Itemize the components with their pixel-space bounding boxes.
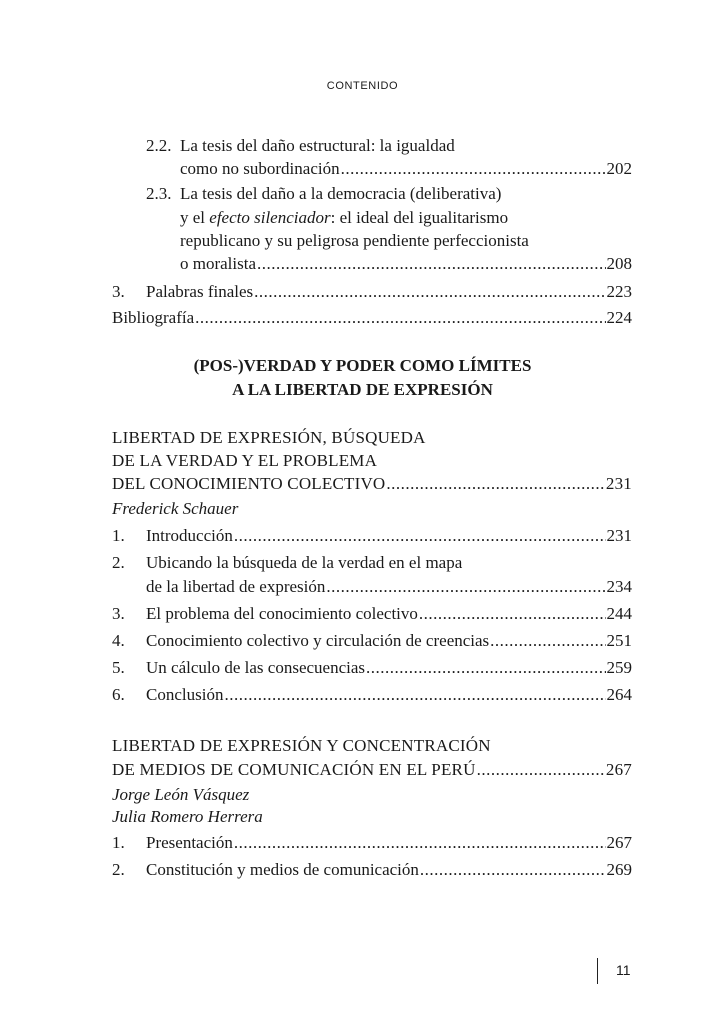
page-number: 11 [616, 962, 631, 978]
toc-entry[interactable] [112, 831, 632, 855]
dot-leader [234, 831, 606, 855]
toc-entry[interactable] [112, 602, 632, 626]
footer-divider [597, 958, 598, 984]
dot-leader [195, 306, 605, 330]
toc-number: 3. [112, 604, 125, 623]
toc-entry-text: Ubicando la búsqueda de la verdad en el mapa [146, 553, 463, 572]
chapter-title: LIBERTAD DE EXPRESIÓN Y CONCENTRACIÓN [112, 736, 491, 755]
toc-page-number: 264 [606, 685, 632, 704]
chapter-title: LIBERTAD DE EXPRESIÓN, BÚSQUEDA [112, 428, 426, 447]
toc-entry[interactable] [112, 858, 632, 882]
toc-entry-text: Palabras finales [146, 282, 254, 301]
dot-leader [386, 472, 604, 496]
toc-number: 5. [112, 658, 125, 677]
toc-entry-text: Bibliografía [112, 308, 195, 327]
toc-entry-text [180, 206, 508, 230]
toc-entry-text: La tesis del daño estructural: la igualdad [180, 136, 455, 155]
toc-number: 2. [112, 553, 125, 572]
toc-entry-text: Constitución y medios de comunicación [146, 860, 419, 879]
dot-leader [490, 629, 605, 653]
toc-entry[interactable] [112, 280, 632, 304]
toc-page-number: 251 [606, 631, 632, 650]
part-title: (POS-)VERDAD Y PODER COMO LÍMITES [193, 356, 532, 375]
toc-number: 3. [112, 282, 125, 301]
toc-page-number: 234 [606, 577, 632, 596]
toc-page-number: 223 [606, 282, 632, 301]
toc-entry[interactable] [112, 472, 632, 496]
toc-number: 2.2. [146, 136, 172, 155]
toc-entry[interactable] [112, 629, 632, 653]
dot-leader [366, 656, 605, 680]
toc-entry[interactable] [180, 252, 632, 276]
part-title: A LA LIBERTAD DE EXPRESIÓN [232, 380, 493, 399]
toc-entry-text: Introducción [146, 526, 233, 545]
running-header: CONTENIDO [326, 80, 399, 92]
toc-page-number: 244 [606, 604, 632, 623]
dot-leader [257, 252, 605, 276]
chapter-author: Julia Romero Herrera [112, 807, 263, 826]
toc-entry-text: Conocimiento colectivo y circulación de creencias [146, 631, 490, 650]
toc-page-number: 267 [605, 760, 632, 779]
dot-leader [420, 858, 606, 882]
toc-entry[interactable] [112, 524, 632, 548]
toc-page-number: 202 [606, 159, 632, 178]
toc-entry-text: El problema del conocimiento colectivo [146, 604, 418, 623]
dot-leader [254, 280, 605, 304]
dot-leader [234, 524, 606, 548]
chapter-title: DEL CONOCIMIENTO COLECTIVO [112, 474, 386, 493]
toc-entry-text: Un cálculo de las consecuencias [146, 658, 366, 677]
toc-number: 2.3. [146, 184, 172, 203]
toc-page-number: 269 [606, 860, 632, 879]
text-span: : el ideal del igualitarismo [330, 208, 509, 227]
dot-leader [419, 602, 606, 626]
chapter-author: Frederick Schauer [112, 499, 239, 518]
toc-page-number: 224 [606, 308, 632, 327]
chapter-author: Jorge León Vásquez [112, 785, 250, 804]
toc-entry[interactable] [146, 575, 632, 599]
italic-term: efecto silenciador [209, 208, 331, 227]
chapter-title: DE MEDIOS DE COMUNICACIÓN EN EL PERÚ [112, 760, 476, 779]
chapter-title: DE LA VERDAD Y EL PROBLEMA [112, 451, 378, 470]
toc-entry-text: Presentación [146, 833, 233, 852]
text-span: y el [180, 208, 210, 227]
dot-leader [326, 575, 605, 599]
toc-entry-text: de la libertad de expresión [146, 577, 326, 596]
toc-number: 1. [112, 833, 125, 852]
dot-leader [224, 683, 605, 707]
toc-entry-text: Conclusión [146, 685, 224, 704]
dot-leader [477, 758, 605, 782]
toc-entry-text: o moralista [180, 254, 257, 273]
toc-number: 2. [112, 860, 125, 879]
toc-page-number: 231 [606, 526, 632, 545]
toc-page-number: 231 [605, 474, 632, 493]
toc-entry-text: como no subordinación [180, 159, 340, 178]
toc-entry[interactable] [112, 306, 632, 330]
toc-page-number: 267 [606, 833, 632, 852]
toc-entry[interactable] [180, 157, 632, 181]
dot-leader [341, 157, 606, 181]
toc-page-number: 259 [606, 658, 632, 677]
toc-number: 6. [112, 685, 125, 704]
toc-page-number: 208 [606, 254, 632, 273]
toc-entry-text: republicano y su peligrosa pendiente perfeccionista [180, 231, 529, 250]
toc-entry-text: La tesis del daño a la democracia (deliberativa) [180, 184, 502, 203]
toc-number: 1. [112, 526, 125, 545]
toc-entry[interactable] [112, 656, 632, 680]
toc-number: 4. [112, 631, 125, 650]
toc-entry[interactable] [112, 683, 632, 707]
toc-entry[interactable] [112, 758, 632, 782]
